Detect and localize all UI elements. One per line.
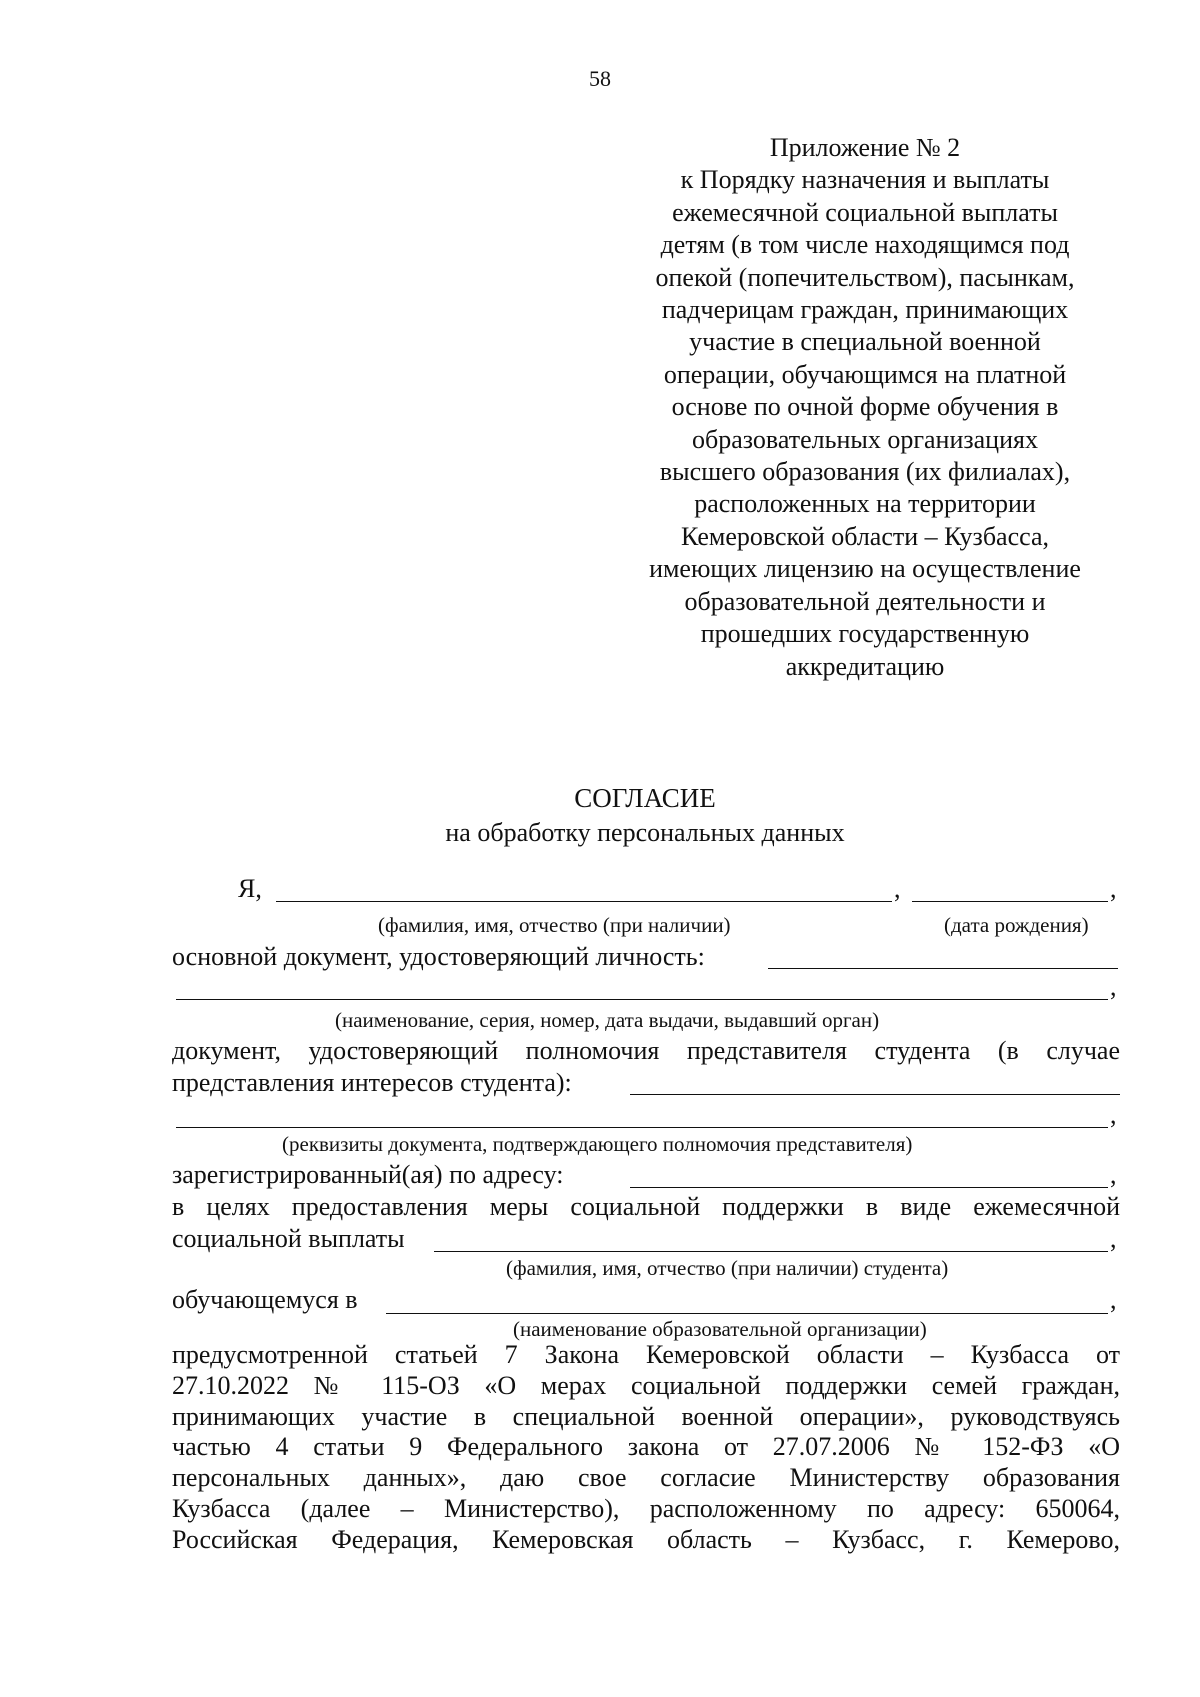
comma: , — [1110, 972, 1117, 1001]
rep-doc-field-line2[interactable] — [176, 1127, 1108, 1128]
fio-field[interactable] — [276, 901, 892, 902]
birth-date-caption: (дата рождения) — [944, 913, 1089, 937]
appendix-line: ежемесячной социальной выплаты — [672, 197, 1058, 227]
comma: , — [1110, 1224, 1117, 1253]
i-label: Я, — [238, 874, 262, 903]
appendix-line: Приложение № 2 — [769, 133, 961, 162]
appendix-line: участие в специальной военной — [689, 327, 1041, 357]
rep-doc-line1: документ, удостоверяющий полномочия представителя студента (в случае — [172, 1036, 1120, 1065]
body-line: предусмотренной статьей 7 Закона Кемеровской области – Кузбасса от — [172, 1340, 1120, 1369]
appendix-line: операции, обучающимся на платной — [663, 359, 1067, 389]
student-name-caption: (фамилия, имя, отчество (при наличии) студента) — [506, 1256, 949, 1280]
student-name-field[interactable] — [434, 1251, 1108, 1252]
appendix-line: опекой (попечительством), пасынкам, — [655, 262, 1075, 292]
appendix-header — [620, 132, 1110, 683]
body-line: 27.10.2022 № 115-ОЗ «О мерах социальной поддержки семей граждан, — [172, 1370, 1120, 1400]
appendix-line: высшего образования (их филиалах), — [659, 457, 1071, 487]
comma: , — [1110, 1160, 1117, 1189]
address-field[interactable] — [630, 1187, 1108, 1188]
appendix-line: детям (в том числе находящимся под — [660, 230, 1070, 260]
appendix-line: падчерицам граждан, принимающих — [661, 295, 1069, 325]
id-doc-label: основной документ, удостоверяющий личность: — [172, 942, 705, 971]
appendix-line: аккредитацию — [785, 651, 945, 681]
appendix-line: основе по очной форме обучения в — [671, 392, 1059, 422]
studying-label: обучающемуся в — [172, 1285, 358, 1314]
body-line: принимающих участие в специальной военной операции», руководствуясь — [172, 1401, 1120, 1431]
rep-doc-field[interactable] — [630, 1094, 1120, 1095]
rep-doc-caption: (реквизиты документа, подтверждающего полномочия представителя) — [282, 1132, 913, 1156]
appendix-line: образовательной деятельности и — [684, 586, 1046, 616]
fio-caption: (фамилия, имя, отчество (при наличии) — [378, 913, 731, 937]
appendix-line: расположенных на территории — [694, 489, 1036, 519]
consent-body — [172, 1340, 1120, 1556]
body-line: Кузбасса (далее – Министерство), расположенному по адресу: 650064, — [172, 1493, 1120, 1523]
comma: , — [1110, 1100, 1117, 1129]
appendix-line: имеющих лицензию на осуществление — [649, 554, 1081, 584]
appendix-line: образовательных организациях — [692, 424, 1038, 454]
document-subtitle: на обработку персональных данных — [445, 818, 845, 847]
appendix-line: к Порядку назначения и выплаты — [680, 165, 1050, 195]
document-title: СОГЛАСИЕ — [574, 783, 716, 813]
body-line: персональных данных», даю свое согласие Министерству образования — [172, 1463, 1120, 1493]
body-line: частью 4 статьи 9 Федерального закона от 27.07.2006 № 152-ФЗ «О — [172, 1432, 1120, 1462]
comma: , — [894, 874, 901, 903]
organization-caption: (наименование образовательной организации) — [513, 1317, 927, 1341]
rep-doc-label: представления интересов студента): — [172, 1068, 572, 1097]
address-label: зарегистрированный(ая) по адресу: — [172, 1160, 564, 1189]
id-doc-field-line2[interactable] — [176, 999, 1108, 1000]
page-number: 58 — [589, 66, 611, 91]
body-line: Российская Федерация, Кемеровская область – Кузбасс, г. Кемерово, — [172, 1524, 1120, 1554]
appendix-line: Кемеровской области – Кузбасса, — [680, 521, 1050, 551]
purpose-label: социальной выплаты — [172, 1224, 405, 1253]
id-doc-field[interactable] — [768, 968, 1118, 969]
organization-field[interactable] — [386, 1313, 1108, 1314]
comma: , — [1110, 874, 1117, 903]
birth-date-field[interactable] — [912, 901, 1108, 902]
purpose-line1: в целях предоставления меры социальной поддержки в виде ежемесячной — [172, 1192, 1120, 1221]
appendix-line: прошедших государственную — [700, 619, 1030, 649]
comma: , — [1110, 1285, 1117, 1314]
id-doc-caption: (наименование, серия, номер, дата выдачи, выдавший орган) — [335, 1008, 880, 1032]
